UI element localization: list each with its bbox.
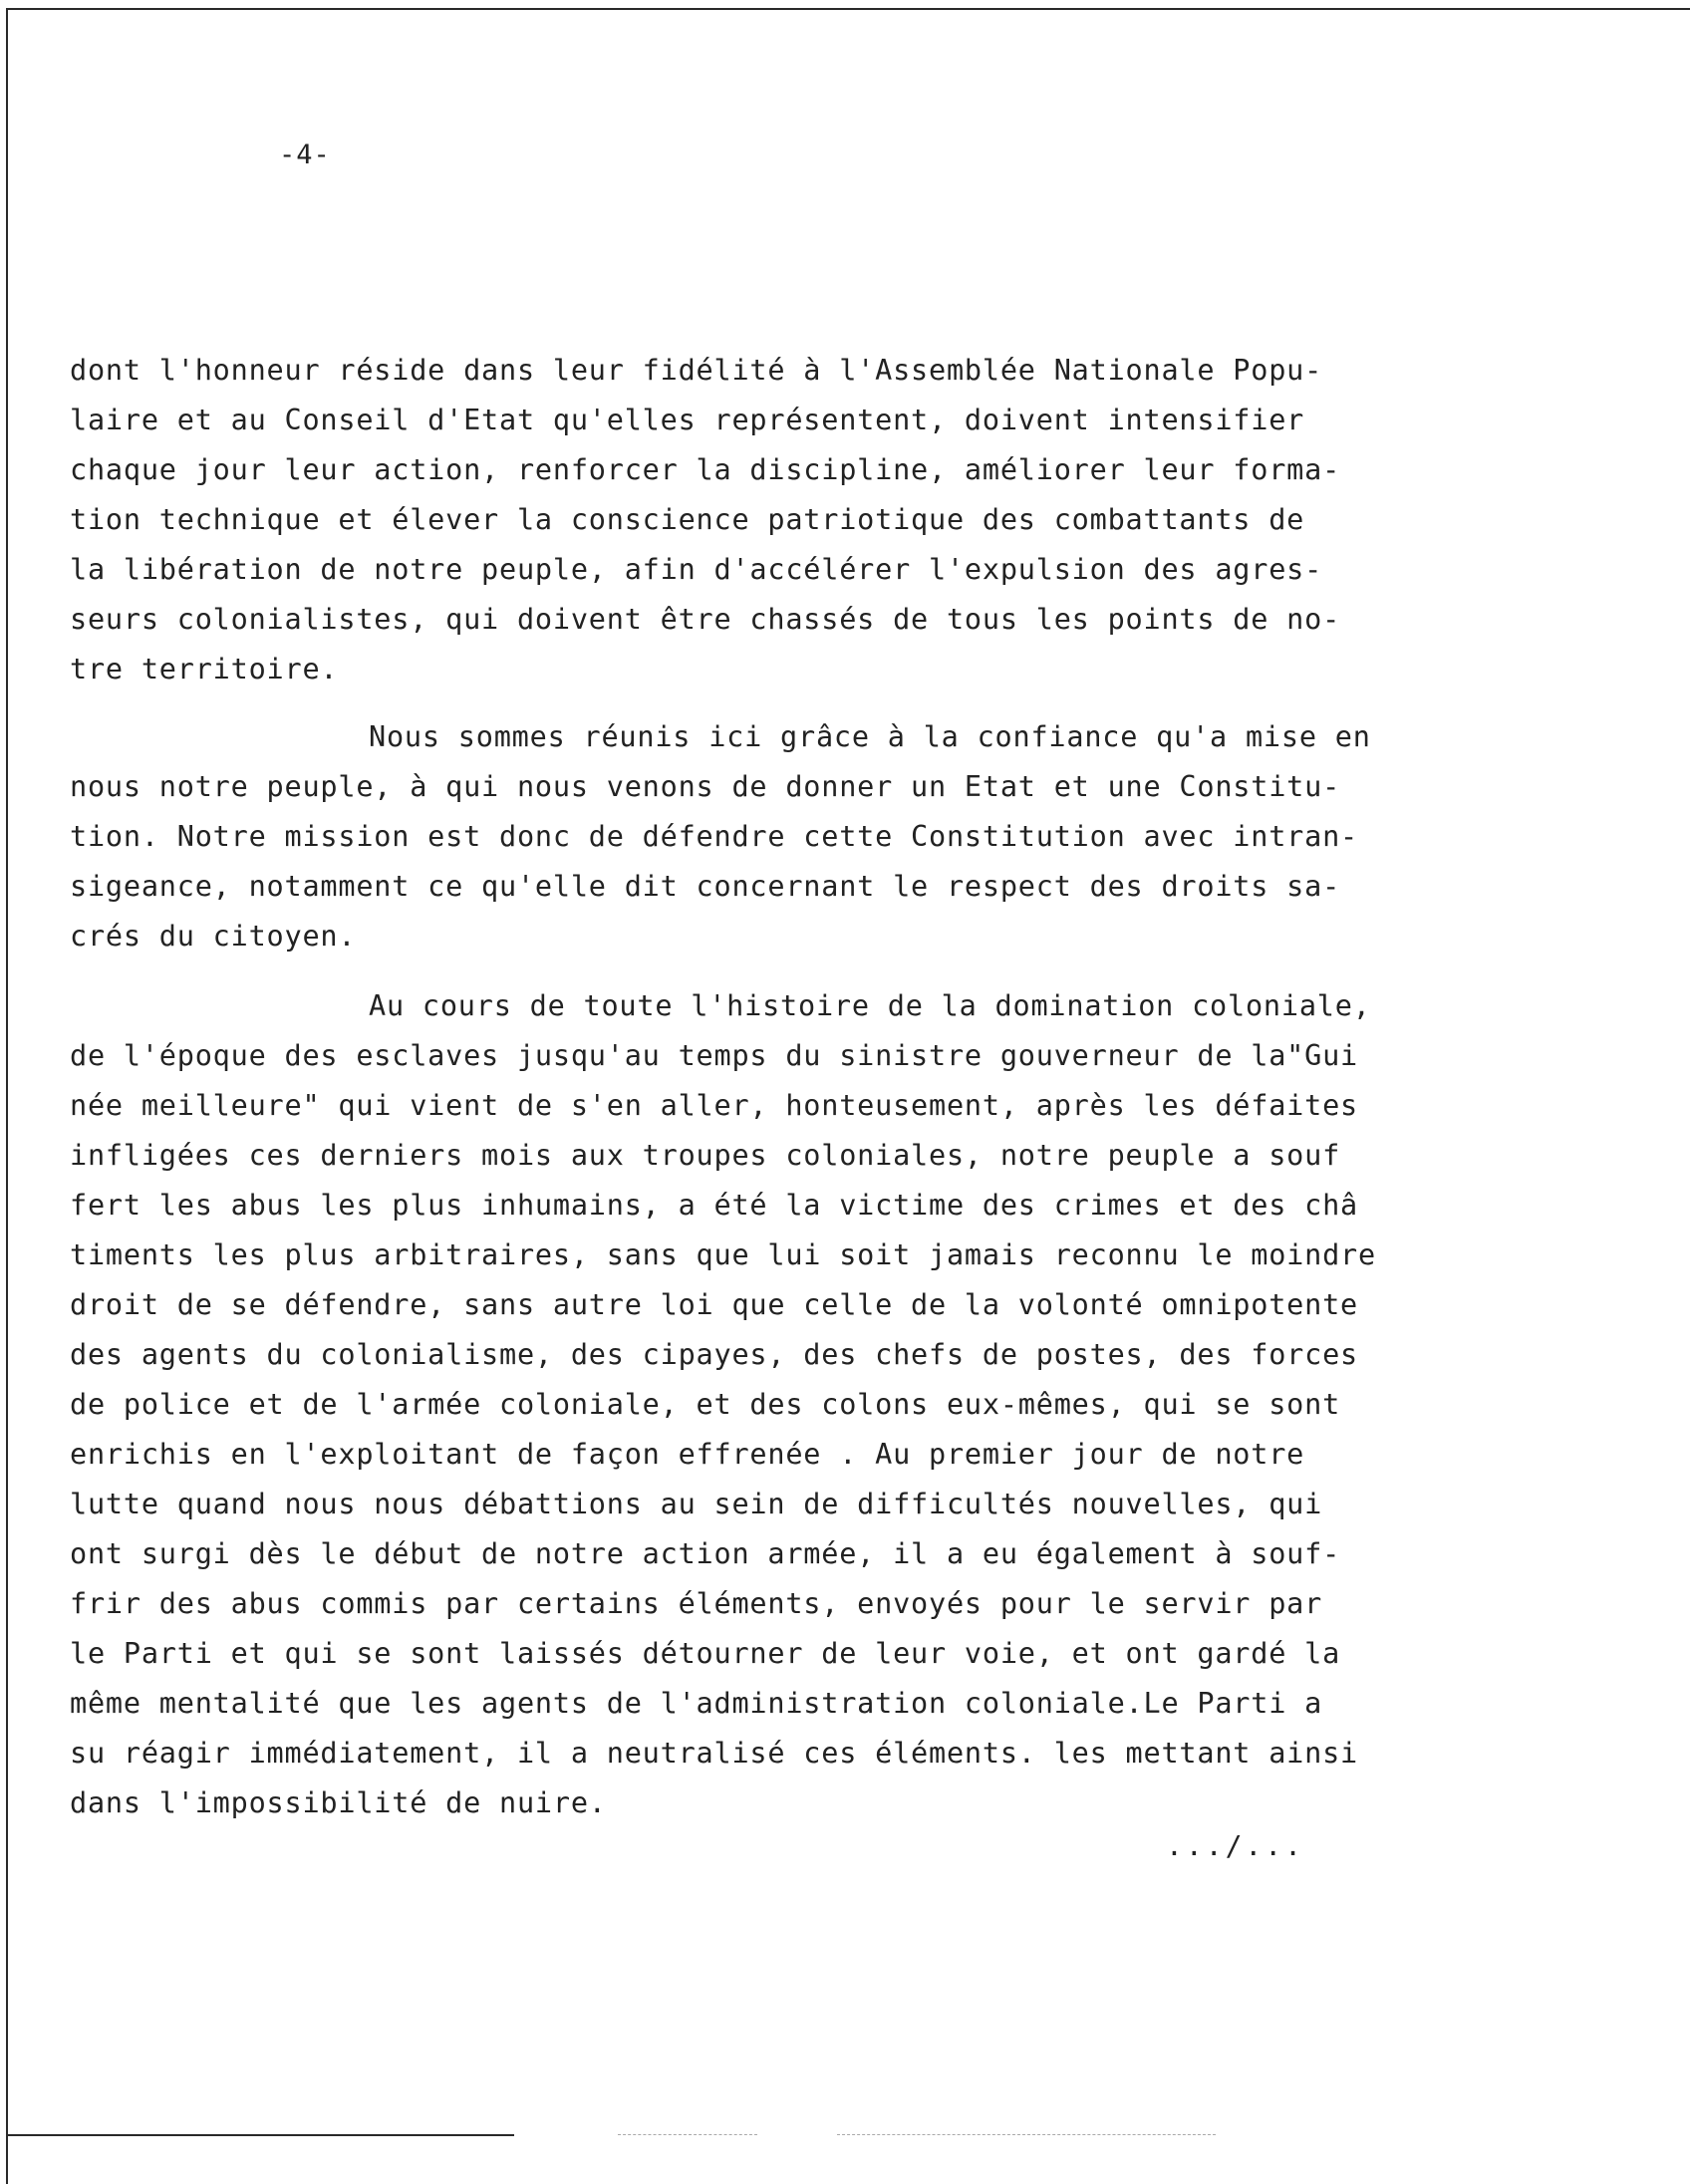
text-line: enrichis en l'exploitant de façon effrenée . Au premier jour de notre xyxy=(70,1438,1305,1471)
scan-border-left xyxy=(6,8,8,2184)
paragraph-1 xyxy=(70,346,1505,694)
scan-border-bottom-fragment xyxy=(837,2134,1216,2135)
text-line: chaque jour leur action, renforcer la discipline, améliorer leur forma- xyxy=(70,453,1341,486)
text-line: tre territoire. xyxy=(70,653,339,685)
scan-border-bottom xyxy=(6,2134,514,2136)
text-line: lutte quand nous nous débattions au sein de difficultés nouvelles, qui xyxy=(70,1488,1323,1520)
text-line: laire et au Conseil d'Etat qu'elles représentent, doivent intensifier xyxy=(70,404,1305,436)
text-line: Nous sommes réunis ici grâce à la confiance qu'a mise en xyxy=(369,720,1371,753)
text-line: droit de se défendre, sans autre loi que celle de la volonté omnipotente xyxy=(70,1288,1359,1321)
scan-border-top xyxy=(6,8,1690,10)
text-line: fert les abus les plus inhumains, a été la victime des crimes et des châ xyxy=(70,1189,1359,1222)
text-line: née meilleure" qui vient de s'en aller, honteusement, après les défaites xyxy=(70,1089,1359,1122)
text-line: ont surgi dès le début de notre action armée, il a eu également à souf- xyxy=(70,1537,1341,1570)
text-line: le Parti et qui se sont laissés détourner de leur voie, et ont gardé la xyxy=(70,1637,1341,1670)
text-line: la libération de notre peuple, afin d'accélérer l'expulsion des agres- xyxy=(70,553,1323,586)
text-line: Au cours de toute l'histoire de la domination coloniale, xyxy=(369,989,1371,1022)
text-line: de l'époque des esclaves jusqu'au temps du sinistre gouverneur de la"Gui xyxy=(70,1039,1359,1072)
text-line: sigeance, notamment ce qu'elle dit concernant le respect des droits sa- xyxy=(70,870,1341,903)
text-line: dont l'honneur réside dans leur fidélité à l'Assemblée Nationale Popu- xyxy=(70,354,1323,387)
text-line: même mentalité que les agents de l'administration coloniale.Le Parti a xyxy=(70,1687,1323,1720)
text-line: tion technique et élever la conscience patriotique des combattants de xyxy=(70,503,1305,536)
text-line: crés du citoyen. xyxy=(70,920,357,953)
text-line: des agents du colonialisme, des cipayes, des chefs de postes, des forces xyxy=(70,1338,1359,1371)
text-line: seurs colonialistes, qui doivent être chassés de tous les points de no- xyxy=(70,603,1341,636)
paragraph-2 xyxy=(70,712,1505,961)
continuation-mark: .../... xyxy=(1166,1829,1305,1862)
text-line: frir des abus commis par certains éléments, envoyés pour le servir par xyxy=(70,1587,1323,1620)
text-line: tion. Notre mission est donc de défendre cette Constitution avec intran- xyxy=(70,820,1359,853)
text-line: infligées ces derniers mois aux troupes coloniales, notre peuple a souf xyxy=(70,1139,1341,1172)
text-line: dans l'impossibilité de nuire. xyxy=(70,1786,607,1819)
text-line: timents les plus arbitraires, sans que lui soit jamais reconnu le moindre xyxy=(70,1238,1376,1271)
text-line: de police et de l'armée coloniale, et des colons eux-mêmes, qui se sont xyxy=(70,1388,1341,1421)
text-line: su réagir immédiatement, il a neutralisé ces éléments. les mettant ainsi xyxy=(70,1737,1359,1770)
paragraph-3 xyxy=(70,981,1505,1828)
scan-border-bottom-fragment xyxy=(618,2134,757,2135)
text-line: nous notre peuple, à qui nous venons de donner un Etat et une Constitu- xyxy=(70,770,1341,803)
page-number: -4- xyxy=(279,139,331,170)
